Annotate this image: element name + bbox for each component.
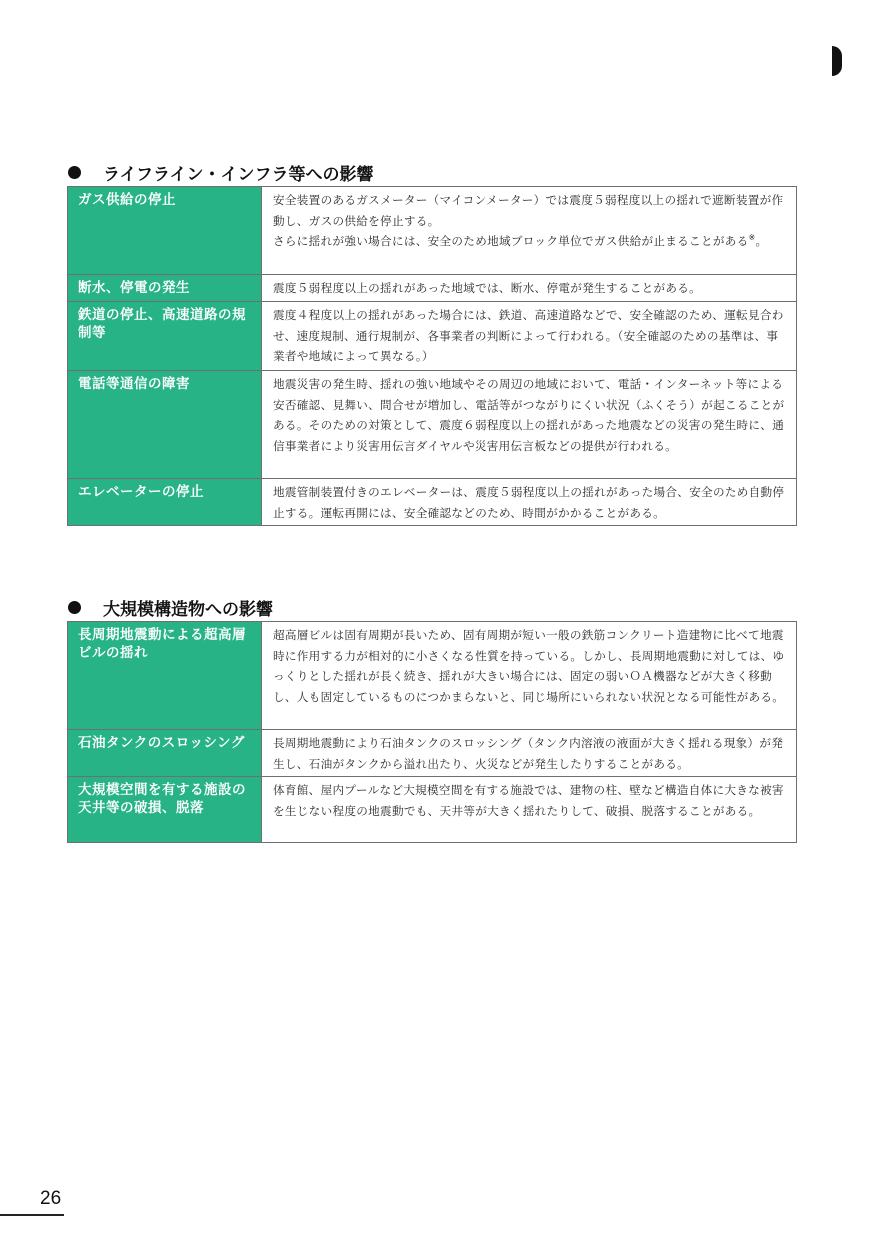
description-text: 地震管制装置付きのエレベーターは、震度５弱程度以上の揺れがあった場合、安全のため自動停止する。運転再開には、安全確認などのため、時間がかかることがある。 — [273, 485, 785, 520]
row-label: ガス供給の停止 — [68, 187, 262, 275]
row-description — [262, 187, 797, 275]
description-text: 。 — [755, 234, 768, 248]
large-structures-impact-table — [67, 621, 797, 843]
description-text: さらに揺れが強い場合には、安全のため地域ブロック単位でガス供給が止まることがある — [273, 234, 749, 248]
row-label: 断水、停電の発生 — [68, 275, 262, 302]
footer-rule — [0, 1214, 64, 1216]
description-text: 安全装置のあるガスメーター（マイコンメーター）では震度５弱程度以上の揺れで遮断装置が作動し、ガスの供給を停止する。 — [273, 193, 784, 228]
row-label: 電話等通信の障害 — [68, 371, 262, 479]
row-label: エレベーターの停止 — [68, 479, 262, 526]
row-description — [262, 730, 797, 777]
section-heading-lifeline — [68, 160, 373, 185]
table-row — [68, 275, 797, 302]
row-description — [262, 275, 797, 302]
row-label: 大規模空間を有する施設の天井等の破損、脱落 — [68, 777, 262, 843]
bullet-icon — [68, 601, 81, 614]
binding-hole-mark — [832, 46, 842, 76]
description-text: 震度４程度以上の揺れがあった場合には、鉄道、高速道路などで、安全確認のため、運転見合わせ、速度規制、通行規制が、各事業者の判断によって行われる。（安全確認のための基準は、事業者や地域によって異なる。） — [273, 308, 784, 363]
row-description — [262, 777, 797, 843]
description-text: 地震災害の発生時、揺れの強い地域やその周辺の地域において、電話・インターネット等による安否確認、見舞い、問合せが増加し、電話等がつながりにくい状況（ふくそう）が起こることがある。そのための対策として、震度６弱程度以上の揺れがあった地震などの災害の発生時に、通信事業者により災害用伝言ダイヤルや災害用伝言板などの提供が行われる。 — [273, 377, 785, 453]
row-label: 石油タンクのスロッシング — [68, 730, 262, 777]
description-text: 長周期地震動により石油タンクのスロッシング（タンク内溶液の液面が大きく揺れる現象）が発生し、石油がタンクから溢れ出たり、火災などが発生したりすることがある。 — [273, 736, 784, 771]
table-row — [68, 622, 797, 730]
description-text: 震度５弱程度以上の揺れがあった地域では、断水、停電が発生することがある。 — [273, 281, 702, 295]
description-text: 体育館、屋内プールなど大規模空間を有する施設では、建物の柱、壁など構造自体に大きな被害を生じない程度の地震動でも、天井等が大きく揺れたりして、破損、脱落することがある。 — [273, 783, 784, 818]
section-title: 大規模構造物への影響 — [103, 600, 273, 620]
page-number: 26 — [40, 1188, 62, 1209]
row-description — [262, 371, 797, 479]
table-row — [68, 777, 797, 843]
row-description — [262, 302, 797, 371]
bullet-icon — [68, 166, 81, 179]
description-text: 超高層ビルは固有周期が長いため、固有周期が短い一般の鉄筋コンクリート造建物に比べて地震時に作用する力が相対的に小さくなる性質を持っている。しかし、長周期地震動に対しては、ゆっくりとした揺れが長く続き、揺れが大きい場合には、固定の弱いＯＡ機器などが大きく移動し、人も固定しているものにつかまらないと、同じ場所にいられない状況となる可能性がある。 — [273, 628, 785, 704]
description-text-continued — [273, 231, 788, 252]
footnote-mark: ※ — [748, 233, 756, 243]
table-row — [68, 730, 797, 777]
section-title: ライフライン・インフラ等への影響 — [103, 165, 374, 185]
row-description — [262, 622, 797, 730]
row-description — [262, 479, 797, 526]
table-row — [68, 187, 797, 275]
table-row — [68, 302, 797, 371]
table-row — [68, 371, 797, 479]
row-label: 長周期地震動による超高層ビルの揺れ — [68, 622, 262, 730]
table-row — [68, 479, 797, 526]
section-heading-large-structures — [68, 595, 273, 620]
lifeline-impact-table — [67, 186, 797, 526]
row-label: 鉄道の停止、高速道路の規制等 — [68, 302, 262, 371]
